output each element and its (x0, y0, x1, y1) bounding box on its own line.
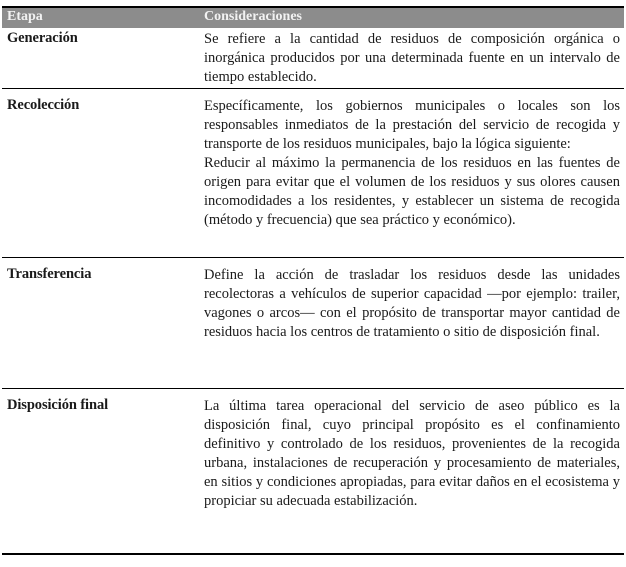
description-text: Se refiere a la cantidad de residuos de composición orgánica o inorgánica producidos por una determinada fuente en un intervalo de tiempo establecido. (204, 31, 620, 85)
stage-label: Disposición final (7, 397, 109, 413)
stage-description (204, 389, 620, 511)
stage-description (204, 258, 620, 342)
description-text-2: Reducir al máximo la permanencia de los residuos en las fuentes de origen para evitar que el volumen de los residuos y sus olores causen incomodidades a los residentes, y establecer un sistema de recogida (método y frecuencia) que sea práctico y económico). (204, 155, 620, 228)
stage-description (204, 89, 620, 230)
stages-table (2, 6, 624, 555)
header-etapa: Etapa (7, 9, 43, 24)
table-row (2, 389, 624, 555)
table-row (2, 258, 624, 389)
description-text: Define la acción de trasladar los residuos desde las unidades recolectoras a vehículos de superior capacidad —por ejemplo: trailer, vagones o arcos— con el propósito de transportar mayor cantidad de residuos hacia los centros de tratamiento o sitio de disposición final. (204, 267, 620, 340)
header-consideraciones: Consideraciones (204, 9, 302, 24)
stage-label: Recolección (7, 97, 80, 113)
table-row (2, 28, 624, 89)
description-text: La última tarea operacional del servicio de aseo público es la disposición final, cuyo principal propósito es el confinamiento definitivo y controlado de los residuos, provenientes de la recogida urbana, instalaciones de recuperación y procesamiento de materiales, en sitios y condiciones apropiadas, para evitar daños en el ecosistema y propiciar su adecuada estabilización. (204, 398, 620, 509)
stage-label: Generación (7, 30, 78, 46)
table-row (2, 89, 624, 258)
stage-label: Transferencia (7, 266, 92, 282)
table-header (2, 6, 624, 28)
stage-description (204, 28, 620, 87)
description-text: Específicamente, los gobiernos municipales o locales son los responsables inmediatos de la prestación del servicio de recogida y transporte de los residuos municipales, bajo la lógica siguiente: (204, 98, 620, 152)
